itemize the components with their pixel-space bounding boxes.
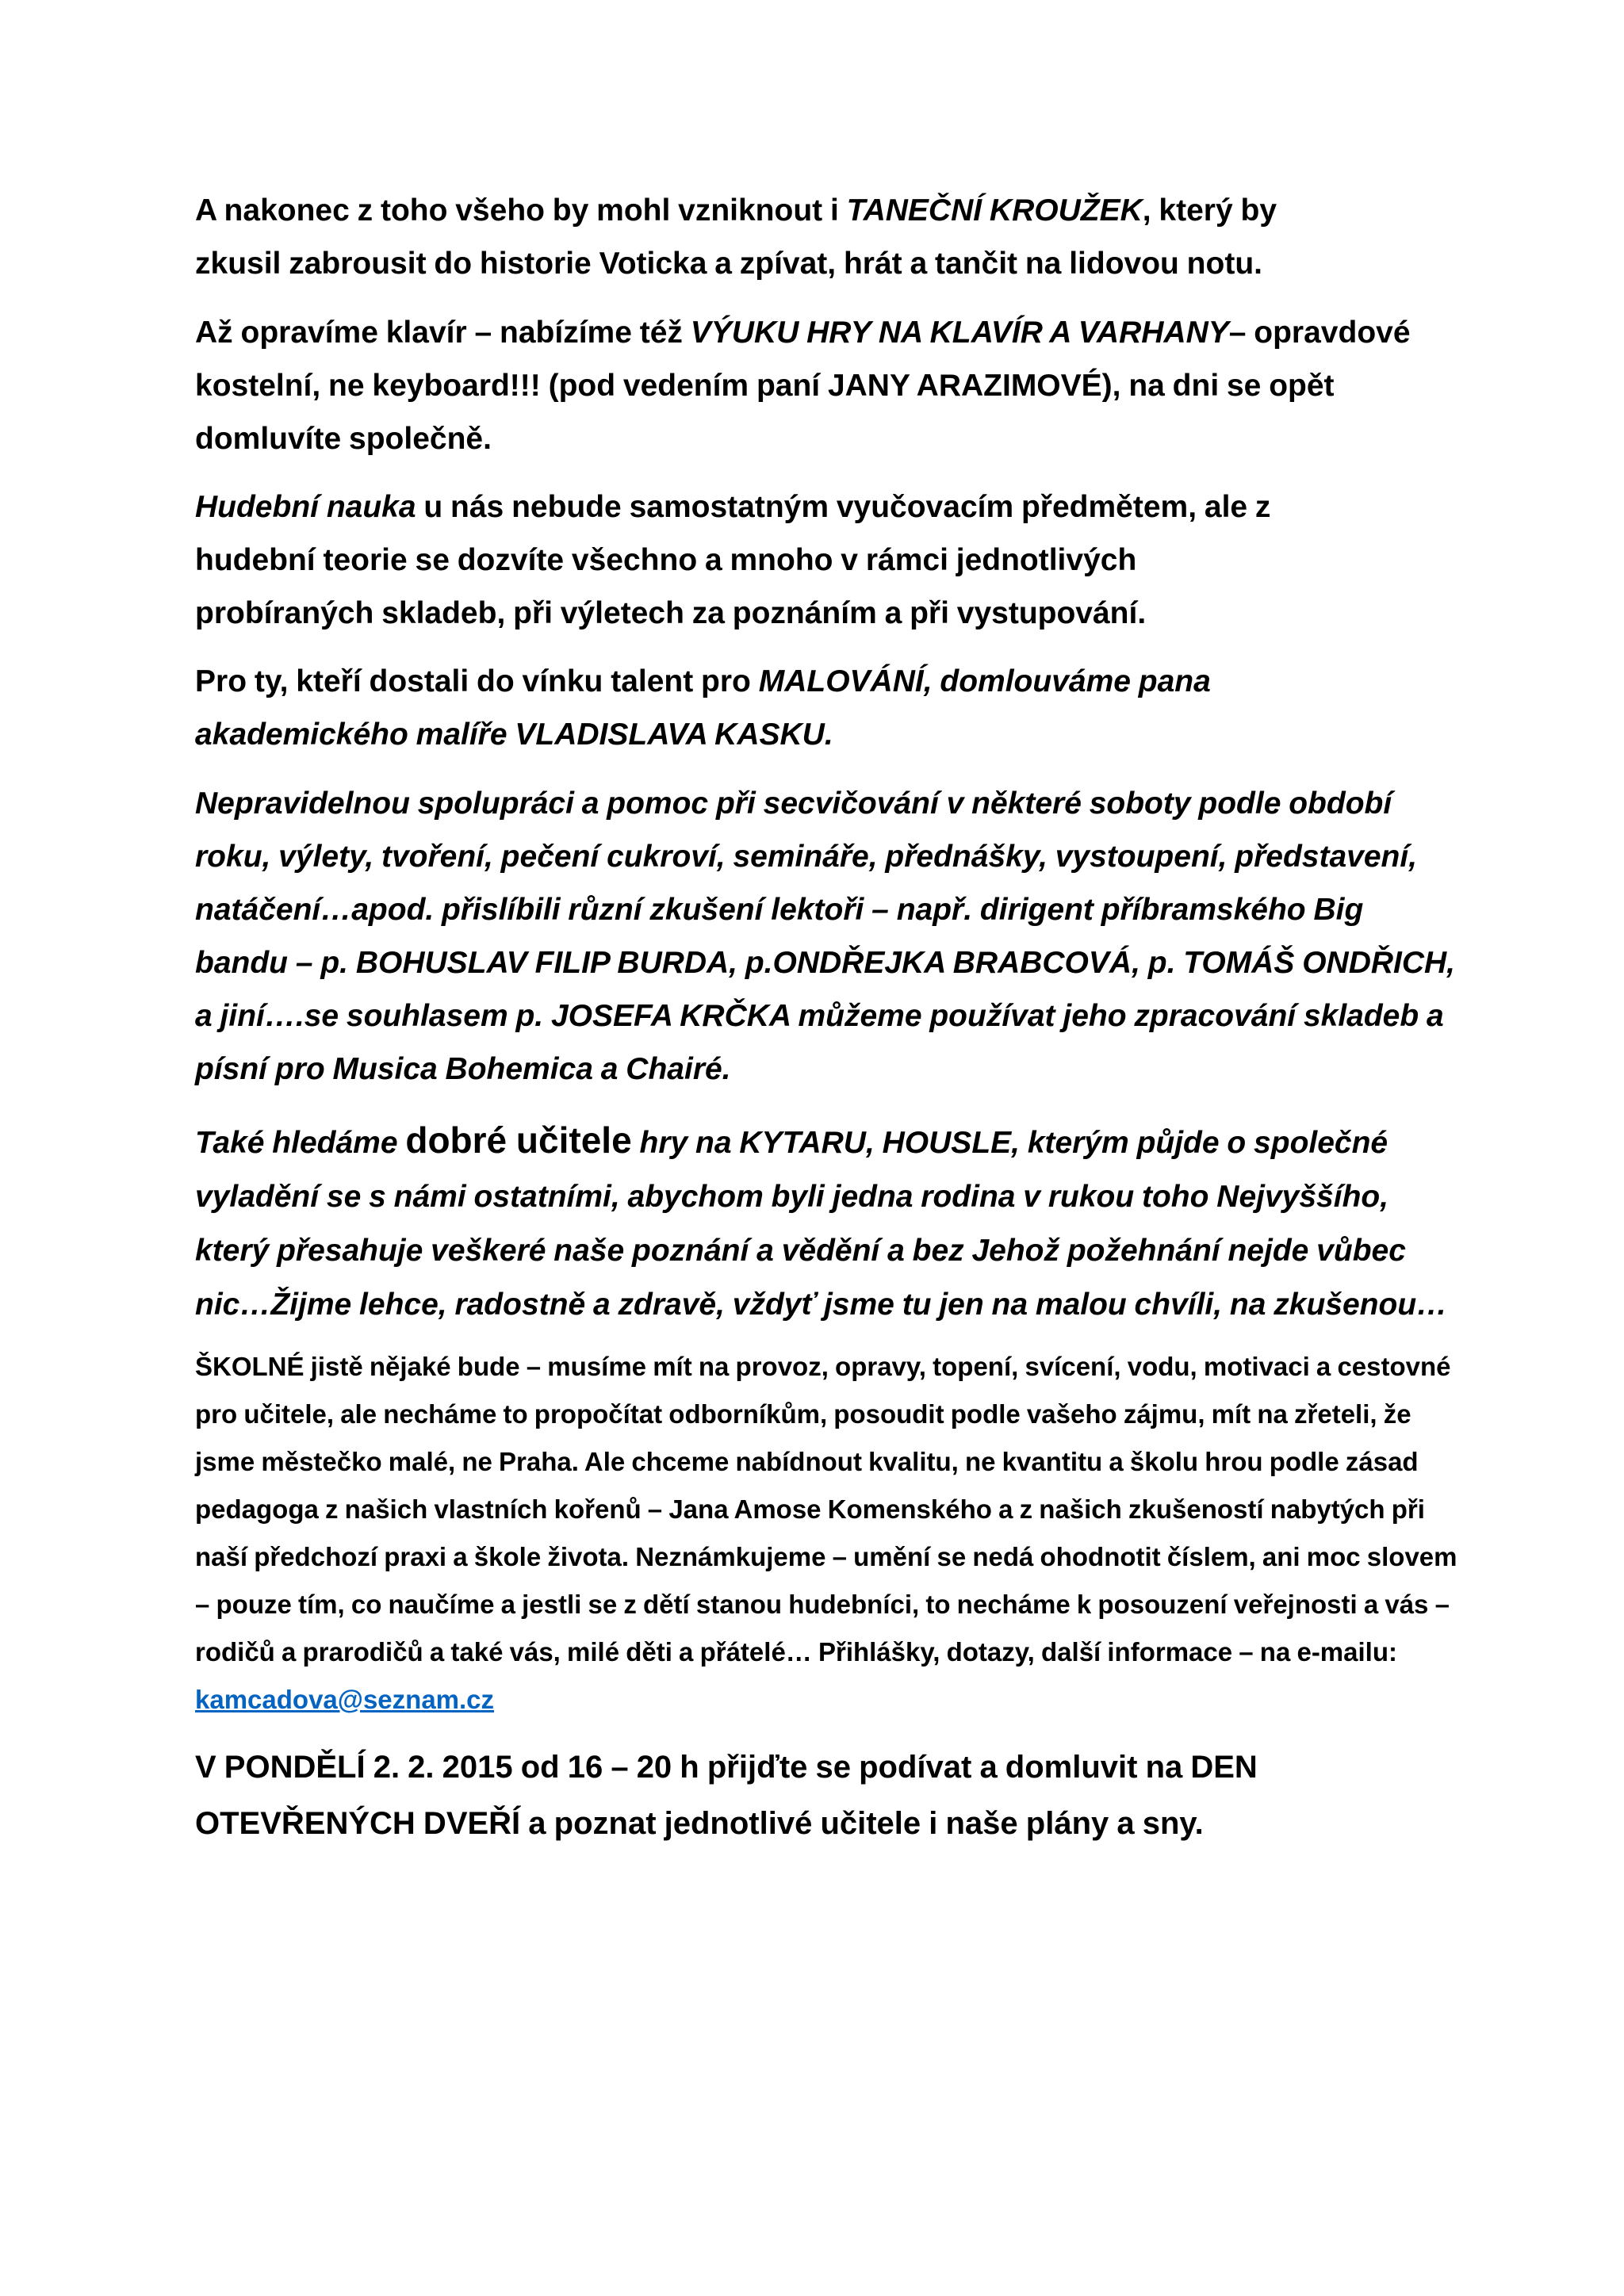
paragraph-text: Také hledáme [195, 1126, 406, 1160]
document-page [195, 184, 1464, 1852]
emphasis-good-teachers: dobré učitele [405, 1119, 632, 1161]
paragraph-painting [195, 655, 1337, 761]
paragraph-piano-organ [195, 306, 1416, 465]
emphasis-music-theory: Hudební nauka [195, 490, 416, 524]
paragraph-open-day [195, 1739, 1353, 1852]
emphasis-piano-organ: VÝUKU HRY NA KLAVÍR A VARHANY [690, 316, 1229, 350]
paragraph-teachers [195, 1113, 1464, 1332]
paragraph-text: u nás nebude samostatným vyučovacím předmětem, ale z hudební teorie se dozvíte všechno a mnoho v rámci jednotlivých probíraných skladeb, při výletech za poznáním a při vystupování. [195, 490, 1271, 630]
paragraph-text: Nepravidelnou spolupráci a pomoc při secvičování v některé soboty podle období roku, výlety, tvoření, pečení cukroví, semináře, přednášky, vystoupení, představení, natáčení…apod. přislíbili různí zkušení lektoři – např. dirigent příbramského Big bandu – p. BOHUSLAV FILIP BURDA, p.ONDŘEJKA BRABCOVÁ, p. TOMÁŠ ONDŘICH, a jiní….se souhlasem p. JOSEFA KRČKA můžeme používat jeho zpracování skladeb a písní pro Musica Bohemica a Chairé. [195, 786, 1456, 1086]
paragraph-text: A nakonec z toho všeho by mohl vzniknout i [195, 193, 847, 228]
paragraph-text: Až opravíme klavír – nabízíme též [195, 316, 691, 350]
paragraph-text: – opravdové kostelní, ne keyboard!!! (pod vedením paní JANY ARAZIMOVÉ), na dni se opět domluvíte společně. [195, 316, 1411, 456]
email-link[interactable]: kamcadova@seznam.cz [195, 1685, 495, 1714]
paragraph-music-theory [195, 480, 1305, 640]
paragraph-text: Pro ty, kteří dostali do vínku talent pro [195, 664, 759, 698]
paragraph-text: hry na KYTARU, HOUSLE, kterým půjde o společné vyladění se s námi ostatními, abychom byli jedna rodina v rukou toho Nejvyššího, který přesahuje veškeré naše poznání a vědění a bez Jehož požehnání nejde vůbec nic…Žijme lehce, radostně a zdravě, vždyť jsme tu jen na malou chvíli, na zkušenou… [195, 1126, 1448, 1322]
paragraph-text: V PONDĚLÍ 2. 2. 2015 od 16 – 20 h přijďte se podívat a domluvit na DEN OTEVŘENÝCH DVEŘÍ a poznat jednotlivé učitele i naše plány a sny. [195, 1750, 1258, 1841]
paragraph-dance-club [195, 184, 1337, 290]
paragraph-text: ŠKOLNÉ jistě nějaké bude – musíme mít na provoz, opravy, topení, svícení, vodu, motivaci a cestovné pro učitele, ale necháme to propočítat odborníkům, posoudit podle vašeho zájmu, mít na zřeteli, že jsme městečko malé, ne Praha. Ale chceme nabídnout kvalitu, ne kvantitu a školu hrou podle zásad pedagoga z našich vlastních kořenů – Jana Amose Komenského a z našich zkušeností nabytých při naší předchozí praxi a škole života. Neznámkujeme – umění se nedá ohodnotit číslem, ani moc slovem – pouze tím, co naučíme a jestli se z dětí stanou hudebníci, to necháme k posouzení veřejnosti a vás – rodičů a prarodičů a také vás, milé děti a přátelé… Přihlášky, dotazy, další informace – na e-mailu: [195, 1352, 1457, 1667]
emphasis-painting: MALOVÁNÍ, domlouváme pana akademického malíře VLADISLAVA KASKU. [195, 664, 1211, 752]
paragraph-text: , který by zkusil zabrousit do historie Voticka a zpívat, hrát a tančit na lidovou notu. [195, 193, 1277, 281]
emphasis-dance-club: TANEČNÍ KROUŽEK [846, 193, 1143, 228]
paragraph-tuition [195, 1343, 1464, 1724]
paragraph-lecturers [195, 777, 1464, 1096]
